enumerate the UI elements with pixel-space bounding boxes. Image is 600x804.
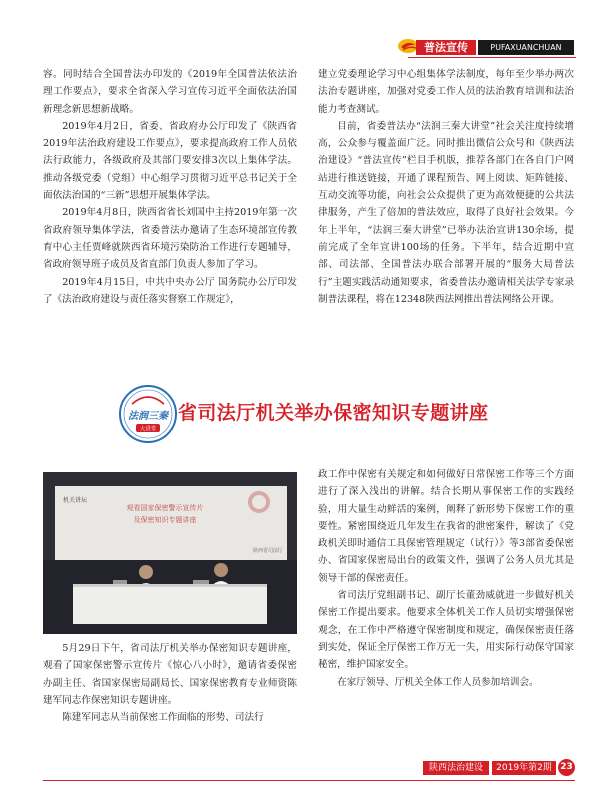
paragraph: 2019年4月8日，陕西省省长刘国中主持2019年第一次省政府领导集体学法，省委普法办邀请了生态环境部宣传教育中心主任贾峰就陕西省环境污染防治工作进行专题辅导，省政府领导班子成员及省直部门负责人参加了学习。	[43, 207, 297, 271]
issue-label: 2019年第2期	[492, 761, 556, 775]
paragraph: 2019年4月2日，省委、省政府办公厅印发了《陕西省2019年法治政府建设工作要点》，要求提高政府工作人员依法行政能力，各级政府及其部门要安排3次以上集体学法。推动各级党委（党组）中心组学习贯彻习近平总书记关于全面依法治国的“三新”思想开展集体学法。	[43, 120, 297, 202]
lecture-photo-image	[43, 472, 297, 634]
footer-rule	[43, 780, 575, 781]
badge-text: 法润三秦	[128, 411, 168, 422]
lecture-hall-badge-icon	[117, 384, 179, 444]
page-number: 23	[558, 759, 575, 776]
paragraph: 在家厅领导、厅机关全体工作人员参加培训会。	[337, 676, 539, 688]
banner-line-2: 及保密知识专题讲座	[133, 516, 197, 524]
left-column-text	[43, 66, 297, 308]
paragraph: 5月29日下午，省司法厅机关举办保密知识专题讲座，观看了国家保密警示宣传片《惊心八小时》，邀请省委保密办副主任、省国家保密局副局长、国家保密教育专业师资陈建军同志作保密知识专题讲座。	[43, 643, 297, 706]
banner-line-1: 观看国家保密警示宣传片	[126, 504, 204, 512]
section-label-pinyin: PUFAXUANCHUAN	[478, 40, 574, 55]
banner-right-text: 陕西省司法厅	[252, 548, 283, 554]
banner-left-text: 机关讲坛	[63, 497, 88, 504]
article-right-text	[318, 466, 574, 691]
header-rule	[408, 57, 576, 58]
paragraph: 目前，省委普法办“法润三秦大讲堂”社会关注度持续增高，公众参与覆盖面广泛。同时推出微信公众号和《陕西法治建设》“普法宣传”栏目手机版，推荐各部门在各自门户网站进行推送链接，开通了课程预告、网上阅读、矩阵链接、互动交流等功能，向社会公众提供了更为高效便捷的公共法律服务，产生了倍加的普法效应，取得了良好社会效果。今年上半年，“法润三秦大讲堂”已举办法治宣讲130余场，提前完成了全年宣讲100场的任务。下半年，结合近期中宣部、司法部、全国普法办联合部署开展的“服务大局普法行”主题实践活动通知要求，省委普法办邀请相关法学专家录制普法课程，将在12348陕西法网推出普法网络公开课。	[318, 120, 574, 305]
magazine-name: 陕西法治建设	[423, 761, 489, 775]
paragraph: 省司法厅党组副书记、副厅长董劲威就进一步做好机关保密工作提出要求。他要求全体机关工作人员切实增强保密观念，在工作中严格遵守保密制度和规定，确保保密责任落到实处，保证全厅保密工作万无一失，用实际行动保守国家秘密，维护国家安全。	[318, 590, 574, 671]
lecture-photo	[43, 472, 297, 634]
paragraph: 2019年4月15日，中共中央办公厅 国务院办公厅印发了《法治政府建设与责任落实督察工作规定》，	[43, 276, 297, 305]
article-left-text	[43, 640, 297, 726]
paragraph: 容。同时结合全国普法办印发的《2019年全国普法依法治理工作要点》，要求全省深入学习宣传习近平全面依法治国新理念新思想新战略。	[43, 69, 297, 115]
section-label: 普法宣传	[416, 40, 476, 55]
article-title: 省司法厅机关举办保密知识专题讲座	[178, 402, 489, 424]
badge-subtext: 大讲堂	[139, 426, 157, 433]
right-column-text	[318, 66, 574, 308]
paragraph: 建立党委理论学习中心组集体学法制度，每年至少举办两次法治专题讲座，加强对党委工作人员的法治教育培训和法治能力考查测试。	[318, 69, 574, 115]
paragraph: 政工作中保密有关规定和如何做好日常保密工作等三个方面进行了深入浅出的讲解。结合长期从事保密工作的实践经验，用大量生动鲜活的案例，阐释了新形势下保密工作的重要性。紧密围绕近几年发生在我省的泄密案件，解读了《党政机关即时通信工具保密管理规定（试行）》等3部省委保密办、省国家保密局出台的政策文件，强调了公务人员尤其是领导干部的保密责任。	[318, 469, 574, 584]
paragraph: 陈建军同志从当前保密工作面临的形势、司法行	[62, 712, 264, 724]
